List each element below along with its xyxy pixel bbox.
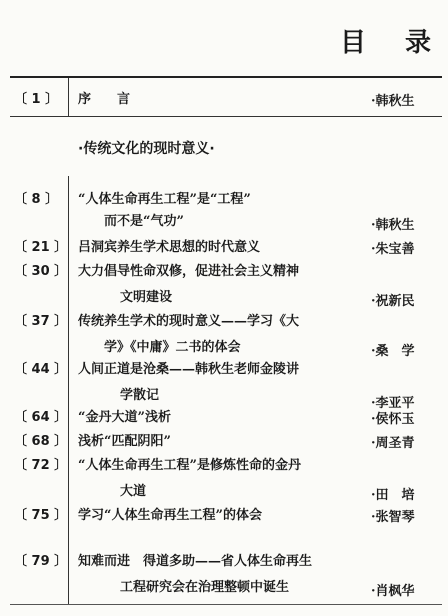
entry-title-line1: 知难而进 得道多助——省人体生命再生 xyxy=(78,554,313,569)
entry-title-line2: 工程研究会在治理整顿中诞生 xyxy=(120,580,290,595)
entry-title-line2: 而不是“气功” xyxy=(104,214,184,229)
entry-author: ·韩秋生 xyxy=(371,94,415,109)
entry-author: ·田 培 xyxy=(371,488,415,503)
bottom-rule xyxy=(10,604,442,605)
toc-title-char-2: 录 xyxy=(405,28,433,58)
page-number: 〔 75 〕 xyxy=(14,508,68,523)
entry-title-line2: 大道 xyxy=(120,484,147,499)
entry-title-line1: 浅析“匹配阴阳” xyxy=(78,434,171,449)
top-rule xyxy=(10,76,442,78)
page-number: 〔 68 〕 xyxy=(14,434,68,449)
page-number: 〔 8 〕 xyxy=(14,192,59,207)
entry-author: ·朱宝善 xyxy=(371,242,415,257)
toc-title-char-1: 目 xyxy=(340,28,368,58)
separator-rule xyxy=(10,116,442,117)
page-number: 〔 37 〕 xyxy=(14,314,68,329)
entry-title-line1: “人体生命再生工程”是修炼性命的金丹 xyxy=(78,458,301,473)
entry-title-line1: 吕洞宾养生学术思想的时代意义 xyxy=(78,240,261,255)
entry-author: ·祝新民 xyxy=(371,294,415,309)
entry-author: ·肖枫华 xyxy=(371,584,415,599)
page-number: 〔 79 〕 xyxy=(14,554,68,569)
section-heading: ·传统文化的现时意义· xyxy=(78,141,215,157)
page-number: 〔 72 〕 xyxy=(14,458,68,473)
entry-author: ·张智琴 xyxy=(371,510,415,525)
entry-author: ·李亚平 xyxy=(371,396,415,411)
column-divider-top xyxy=(68,78,69,116)
entry-title-line2: 学》《中庸》二书的体会 xyxy=(104,340,241,355)
toc-title xyxy=(340,22,432,59)
entry-title: 序 言 xyxy=(78,92,131,107)
entry-title-line1: 人间正道是沧桑——韩秋生老师金陵讲 xyxy=(78,362,300,377)
page-number: 〔 64 〕 xyxy=(14,410,68,425)
entry-title-line1: “人体生命再生工程”是“工程” xyxy=(78,192,251,207)
page-number: 〔 44 〕 xyxy=(14,362,68,377)
entry-title-line1: 大力倡导性命双修，促进社会主义精神 xyxy=(78,264,300,279)
entry-title-line1: 学习“人体生命再生工程”的体会 xyxy=(78,508,262,523)
entry-author: ·桑 学 xyxy=(371,344,415,359)
page-number: 〔 30 〕 xyxy=(14,264,68,279)
entry-title-line2: 文明建设 xyxy=(120,290,173,305)
column-divider-main xyxy=(68,176,69,604)
entry-title-line2: 学散记 xyxy=(120,388,160,403)
page-number: 〔 1 〕 xyxy=(14,92,59,107)
entry-title-line1: “金丹大道”浅析 xyxy=(78,410,171,425)
page-number: 〔 21 〕 xyxy=(14,240,68,255)
entry-author: ·韩秋生 xyxy=(371,218,415,233)
entry-title-line1: 传统养生学术的现时意义——学习《大 xyxy=(78,314,300,329)
entry-author: ·周圣青 xyxy=(371,436,415,451)
entry-author: ·侯怀玉 xyxy=(371,412,415,427)
